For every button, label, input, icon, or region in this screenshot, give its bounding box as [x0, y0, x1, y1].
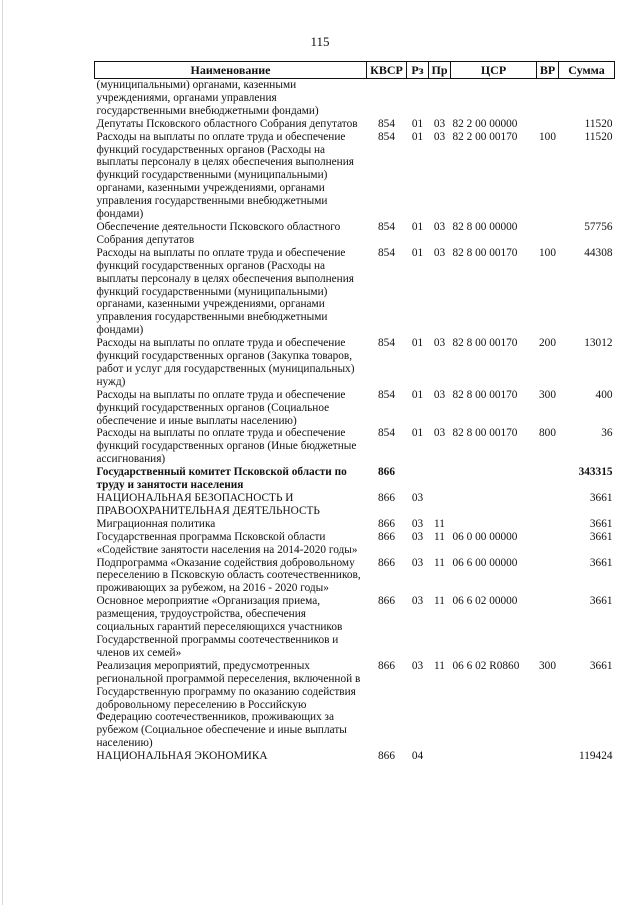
cell-pr: 11 [434, 517, 445, 530]
cell-csr: 82 8 00 00170 [452, 246, 518, 259]
budget-table [94, 61, 615, 763]
cell-rz: 01 [411, 220, 424, 233]
cell-sum: 3661 [589, 595, 613, 608]
cell-name: Государственная программа Псковской области «Содействие занятости населения на 2014-2020 годы» [96, 530, 358, 556]
cell-sum: 3661 [589, 492, 613, 504]
table-row [95, 595, 615, 660]
header-name: Наименование [95, 62, 367, 79]
cell-vr [537, 118, 559, 131]
cell-csr [451, 492, 537, 518]
cell-sum: 36 [601, 427, 613, 440]
table-row [95, 466, 615, 492]
cell-sum: 11520 [584, 117, 613, 130]
cell-csr [451, 518, 537, 531]
cell-pr: 03 [433, 117, 446, 130]
cell-kvsr: 854 [378, 388, 395, 401]
cell-sum: 57756 [584, 220, 613, 233]
cell-pr [429, 466, 451, 492]
cell-csr [451, 79, 537, 118]
cell-vr [537, 557, 559, 596]
table-row [95, 557, 615, 596]
cell-sum: 119424 [579, 750, 613, 763]
cell-csr: 06 6 00 00000 [452, 556, 518, 569]
cell-rz: 03 [411, 530, 424, 543]
cell-csr: 82 8 00 00170 [452, 337, 518, 350]
cell-vr [537, 466, 559, 492]
table-header [95, 62, 615, 79]
cell-rz: 04 [411, 750, 424, 763]
cell-kvsr: 866 [378, 492, 395, 504]
cell-sum: 3661 [589, 517, 613, 530]
cell-name: Государственный комитет Псковской области по труду и занятости населения [96, 466, 347, 492]
cell-kvsr [367, 79, 407, 118]
cell-vr: 800 [539, 427, 556, 440]
cell-sum: 3661 [589, 659, 613, 672]
cell-csr: 82 8 00 00000 [452, 220, 518, 233]
cell-kvsr: 854 [378, 246, 395, 259]
cell-kvsr: 866 [378, 595, 395, 608]
cell-kvsr: 866 [378, 556, 395, 569]
cell-kvsr: 866 [378, 659, 395, 672]
cell-csr: 82 2 00 00000 [452, 117, 518, 130]
cell-pr [429, 79, 451, 118]
cell-sum: 13012 [584, 337, 613, 350]
cell-kvsr: 854 [378, 117, 395, 130]
cell-vr [537, 492, 559, 518]
cell-kvsr: 866 [378, 517, 395, 530]
cell-vr [537, 79, 559, 118]
table-row [95, 79, 615, 118]
cell-pr: 03 [433, 427, 446, 440]
cell-csr: 82 2 00 00170 [452, 130, 518, 143]
header-pr: Пр [429, 62, 451, 79]
cell-vr: 200 [539, 337, 556, 350]
scan-edge [2, 0, 3, 905]
cell-rz: 01 [411, 130, 424, 143]
header-row [95, 62, 615, 79]
cell-sum [559, 79, 615, 118]
cell-pr: 11 [434, 595, 445, 608]
table-row [95, 427, 615, 466]
cell-pr: 03 [433, 130, 446, 143]
cell-rz: 01 [411, 246, 424, 259]
cell-sum: 3661 [589, 556, 613, 569]
cell-vr: 300 [539, 388, 556, 401]
cell-name: Обеспечение деятельности Псковского областного Собрания депутатов [96, 220, 341, 246]
cell-pr: 03 [433, 246, 446, 259]
cell-pr [429, 492, 451, 518]
cell-kvsr: 854 [378, 220, 395, 233]
cell-csr [451, 466, 537, 492]
cell-vr [537, 221, 559, 247]
table-row [95, 518, 615, 531]
cell-sum: 343315 [578, 466, 613, 479]
cell-name: Депутаты Псковского областного Собрания депутатов [96, 117, 358, 130]
cell-name: Реализация мероприятий, предусмотренных региональной программой переселения, включенной в Государственную программу по оказанию содействия добровольному переселению в Российскую Федерацию соотечественников, проживающих за рубежом (Социальное обеспечение и иные выплаты населению) [96, 659, 361, 750]
cell-name: НАЦИОНАЛЬНАЯ БЕЗОПАСНОСТЬ И ПРАВООХРАНИТЕЛЬНАЯ ДЕЯТЕЛЬНОСТЬ [96, 492, 320, 517]
table-row [95, 660, 615, 750]
cell-name: Подпрограмма «Оказание содействия добровольному переселению в Псковскую область соотечественников, проживающих за рубежом, на 2016 - 2020 годы» [96, 556, 361, 595]
cell-csr: 06 0 00 00000 [452, 530, 518, 543]
cell-pr: 03 [433, 220, 446, 233]
header-vr: ВР [537, 62, 559, 79]
cell-vr [537, 595, 559, 660]
cell-kvsr: 866 [378, 530, 395, 543]
cell-rz: 03 [411, 659, 424, 672]
cell-pr: 11 [434, 556, 445, 569]
cell-kvsr: 854 [378, 427, 395, 440]
cell-rz: 01 [411, 427, 424, 440]
cell-kvsr: 866 [378, 750, 395, 763]
cell-rz [407, 466, 429, 492]
cell-name: НАЦИОНАЛЬНАЯ ЭКОНОМИКА [96, 750, 268, 763]
cell-csr: 06 6 02 R0860 [452, 659, 520, 672]
cell-vr: 100 [539, 246, 556, 259]
cell-rz: 03 [411, 517, 424, 530]
cell-csr: 82 8 00 00170 [452, 427, 518, 440]
cell-rz: 03 [411, 492, 424, 504]
cell-sum: 44308 [584, 246, 613, 259]
cell-rz: 01 [411, 117, 424, 130]
cell-name: Расходы на выплаты по оплате труда и обеспечение функций государственных органов (Иные бюджетные ассигнования) [96, 427, 357, 466]
cell-csr: 82 8 00 00170 [452, 388, 518, 401]
cell-pr [429, 750, 451, 763]
cell-sum: 400 [595, 388, 613, 401]
cell-rz: 01 [411, 337, 424, 350]
cell-name: Расходы на выплаты по оплате труда и обеспечение функций государственных органов (Закупка товаров, работ и услуг для государственных (муниципальных) нужд) [96, 337, 355, 388]
table-row [95, 750, 615, 763]
cell-pr: 03 [433, 337, 446, 350]
table-row [95, 492, 615, 518]
table-row [95, 118, 615, 131]
cell-csr [451, 750, 537, 763]
cell-name: Расходы на выплаты по оплате труда и обеспечение функций государственных органов (Социальное обеспечение и иные выплаты населению) [96, 388, 346, 427]
cell-name: (муниципальными) органами, казенными учреждениями, органами управления государственными внебюджетными фондами) [96, 79, 319, 117]
cell-name: Основное мероприятие «Организация приема, размещения, трудоустройства, обеспечения социальных гарантий переселяющихся участников Государственной программы соотечественников и членов их семей» [96, 595, 343, 659]
cell-sum: 11520 [584, 130, 613, 143]
cell-vr [537, 531, 559, 557]
cell-kvsr: 854 [378, 337, 395, 350]
cell-csr: 06 6 02 00000 [452, 595, 518, 608]
cell-name: Миграционная политика [96, 517, 216, 530]
cell-vr [537, 750, 559, 763]
table-row [95, 531, 615, 557]
header-kvsr: КВСР [367, 62, 407, 79]
cell-kvsr: 854 [378, 130, 395, 143]
cell-rz [407, 79, 429, 118]
table-row [95, 131, 615, 221]
table-row [95, 389, 615, 428]
cell-kvsr: 866 [378, 466, 395, 479]
cell-sum: 3661 [589, 530, 613, 543]
cell-pr: 03 [433, 388, 446, 401]
cell-rz: 03 [411, 595, 424, 608]
table-row [95, 337, 615, 389]
cell-rz: 03 [411, 556, 424, 569]
cell-pr: 11 [434, 530, 445, 543]
cell-rz: 01 [411, 388, 424, 401]
header-csr: ЦСР [451, 62, 537, 79]
header-sum: Сумма [559, 62, 615, 79]
table-row [95, 247, 615, 337]
cell-name: Расходы на выплаты по оплате труда и обеспечение функций государственных органов (Расходы на выплаты персоналу в целях обеспечения выполнения функций государственными (муниципальными) органами, казенными учреждениями, органами управления государственными внебюджетными фондами) [96, 130, 354, 221]
page-number: 115 [310, 34, 330, 49]
table-body [95, 79, 615, 764]
cell-name: Расходы на выплаты по оплате труда и обеспечение функций государственных органов (Расходы на выплаты персоналу в целях обеспечения выполнения функций государственными (муниципальными) органами, казенными учреждениями, органами управления государственными внебюджетными фондами) [96, 246, 354, 337]
cell-vr: 100 [539, 130, 556, 143]
table-row [95, 221, 615, 247]
cell-pr: 11 [434, 659, 445, 672]
cell-vr [537, 518, 559, 531]
header-rz: Рз [407, 62, 429, 79]
cell-vr: 300 [539, 659, 556, 672]
